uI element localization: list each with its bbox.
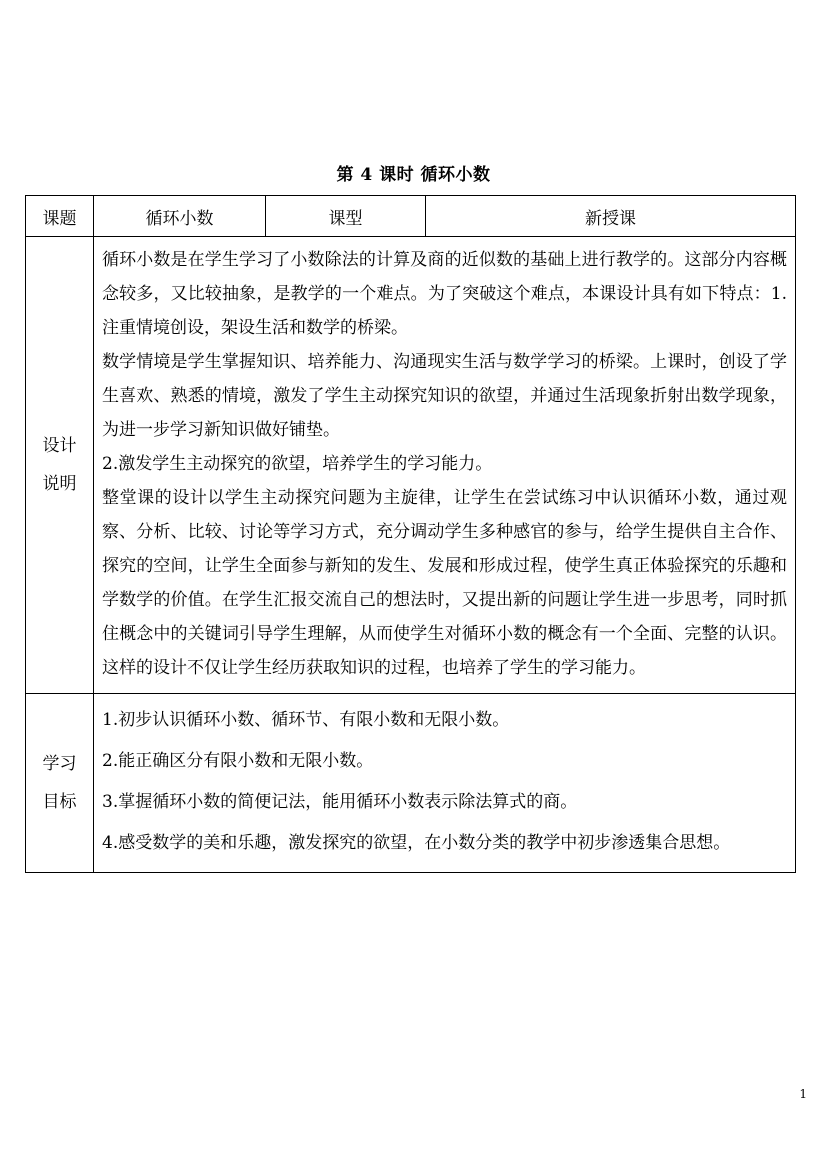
design-label-line2: 说明 xyxy=(42,474,77,494)
goals-row xyxy=(26,694,796,873)
topic-label: 课题 xyxy=(26,196,94,237)
design-label xyxy=(26,237,94,694)
lesson-type-label: 课型 xyxy=(266,196,426,237)
header-row xyxy=(26,196,796,237)
goals-label-line2: 目标 xyxy=(42,792,77,812)
goal-item: 3.掌握循环小数的简便记法，能用循环小数表示除法算式的商。 xyxy=(102,792,578,812)
design-label-line1: 设计 xyxy=(42,436,77,456)
design-paragraph: 整堂课的设计以学生主动探究问题为主旋律，让学生在尝试练习中认识循环小数，通过观察、分析、比较、讨论等学习方式，充分调动学生多种感官的参与，给学生提供自主合作、探究的空间，让学生全面参与新知的发生、发展和形成过程，使学生真正体验探究的乐趣和学数学的价值。在学生汇报交流自己的想法时，又提出新的问题让学生进一步思考，同时抓住概念中的关键词引导学生理解，从而使学生对循环小数的概念有一个全面、完整的认识。这样的设计不仅让学生经历获取知识的过程，也培养了学生的学习能力。 xyxy=(102,488,787,678)
design-paragraph: 数学情境是学生掌握知识、培养能力、沟通现实生活与数学学习的桥梁。上课时，创设了学生喜欢、熟悉的情境，激发了学生主动探究知识的欲望，并通过生活现象折射出数学现象，为进一步学习新知识做好铺垫。 xyxy=(102,352,787,440)
goals-content xyxy=(94,694,796,873)
goal-item: 2.能正确区分有限小数和无限小数。 xyxy=(102,751,374,771)
goals-label xyxy=(26,694,94,873)
design-paragraph: 2.激发学生主动探究的欲望，培养学生的学习能力。 xyxy=(102,454,493,474)
goal-item: 1.初步认识循环小数、循环节、有限小数和无限小数。 xyxy=(102,710,510,730)
goals-label-line1: 学习 xyxy=(42,754,77,774)
topic-value: 循环小数 xyxy=(94,196,266,237)
page-title: 第 4 课时 循环小数 xyxy=(336,165,491,185)
lesson-type-value: 新授课 xyxy=(426,196,796,237)
page-number: 1 xyxy=(799,1087,807,1101)
design-content xyxy=(94,237,796,694)
goal-item: 4.感受数学的美和乐趣，激发探究的欲望，在小数分类的教学中初步渗透集合思想。 xyxy=(102,833,731,853)
design-row xyxy=(26,237,796,694)
lesson-plan-table xyxy=(25,195,796,873)
design-paragraph: 循环小数是在学生学习了小数除法的计算及商的近似数的基础上进行教学的。这部分内容概念较多，又比较抽象，是教学的一个难点。为了突破这个难点，本课设计具有如下特点：1.注重情境创设，架设生活和数学的桥梁。 xyxy=(102,250,787,338)
